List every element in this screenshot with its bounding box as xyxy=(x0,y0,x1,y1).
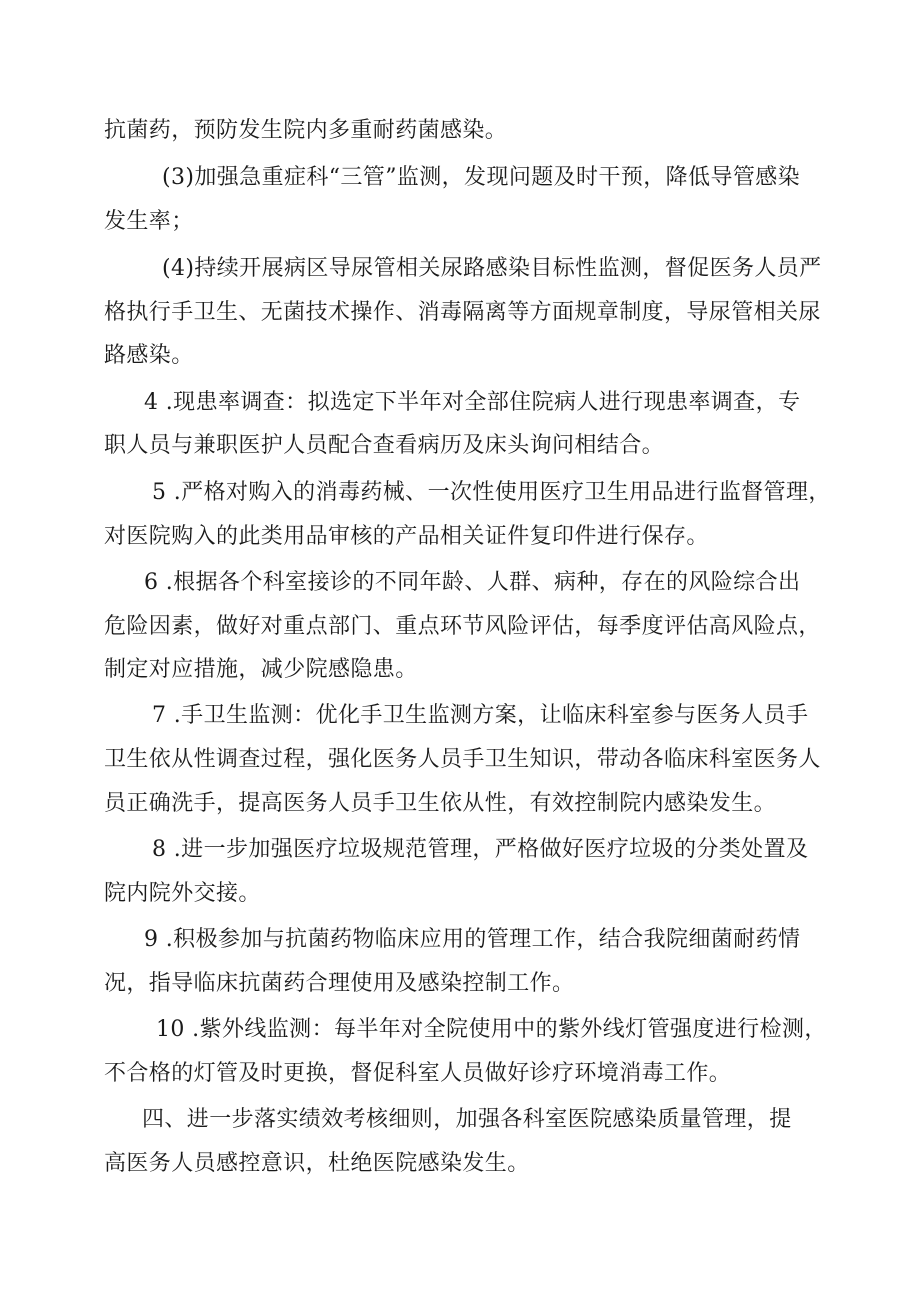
text-line: 抗菌药，预防发生院内多重耐药菌感染。 xyxy=(104,118,508,143)
text-line: 7 .手卫生监测：优化手卫生监测方案，让临床科室参与医务人员手 xyxy=(152,703,809,728)
text-line: 危险因素，做好对重点部门、重点环节风险评估，每季度评估高风险点， xyxy=(104,614,821,639)
text-line: 制定对应措施，减少院感隐患。 xyxy=(104,657,418,682)
text-line: (4)持续开展病区导尿管相关尿路感染目标性监测，督促医务人员严 xyxy=(162,256,822,281)
text-line: 对医院购入的此类用品审核的产品相关证件复印件进行保存。 xyxy=(104,524,709,549)
text-line: 4 .现患率调查：拟选定下半年对全部住院病人进行现患率调查，专 xyxy=(144,390,801,415)
text-line: 院内院外交接。 xyxy=(104,881,261,906)
text-line: 员正确洗手，提高医务人员手卫生依从性，有效控制院内感染发生。 xyxy=(104,791,777,816)
text-line: 不合格的灯管及时更换，督促科室人员做好诊疗环境消毒工作。 xyxy=(104,1061,732,1086)
text-line: 8 .进一步加强医疗垃圾规范管理，严格做好医疗垃圾的分类处置及 xyxy=(152,837,809,862)
text-line: 5 .严格对购入的消毒药械、一次性使用医疗卫生用品进行监督管理， xyxy=(152,480,831,505)
text-line: 格执行手卫生、无菌技术操作、消毒隔离等方面规章制度，导尿管相关尿 xyxy=(104,300,821,325)
text-line: 发生率； xyxy=(104,209,194,234)
text-line: 四、进一步落实绩效考核细则，加强各科室医院感染质量管理，提 xyxy=(142,1107,792,1132)
text-line: (3)加强急重症科“三管”监测，发现问题及时干预，降低导管感染 xyxy=(162,165,801,190)
text-line: 路感染。 xyxy=(104,343,194,368)
text-line: 卫生依从性调查过程，强化医务人员手卫生知识，带动各临床科室医务人 xyxy=(104,747,821,772)
text-line: 6 .根据各个科室接诊的不同年龄、人群、病种，存在的风险综合出 xyxy=(144,570,801,595)
text-line: 职人员与兼职医护人员配合查看病历及床头询问相结合。 xyxy=(104,433,665,458)
text-line: 10 .紫外线监测：每半年对全院使用中的紫外线灯管强度进行检测， xyxy=(156,1017,827,1042)
text-line: 况，指导临床抗菌药合理使用及感染控制工作。 xyxy=(104,971,575,996)
text-line: 高医务人员感控意识，杜绝医院感染发生。 xyxy=(104,1151,530,1176)
text-line: 9 .积极参加与抗菌药物临床应用的管理工作，结合我院细菌耐药情 xyxy=(144,927,801,952)
